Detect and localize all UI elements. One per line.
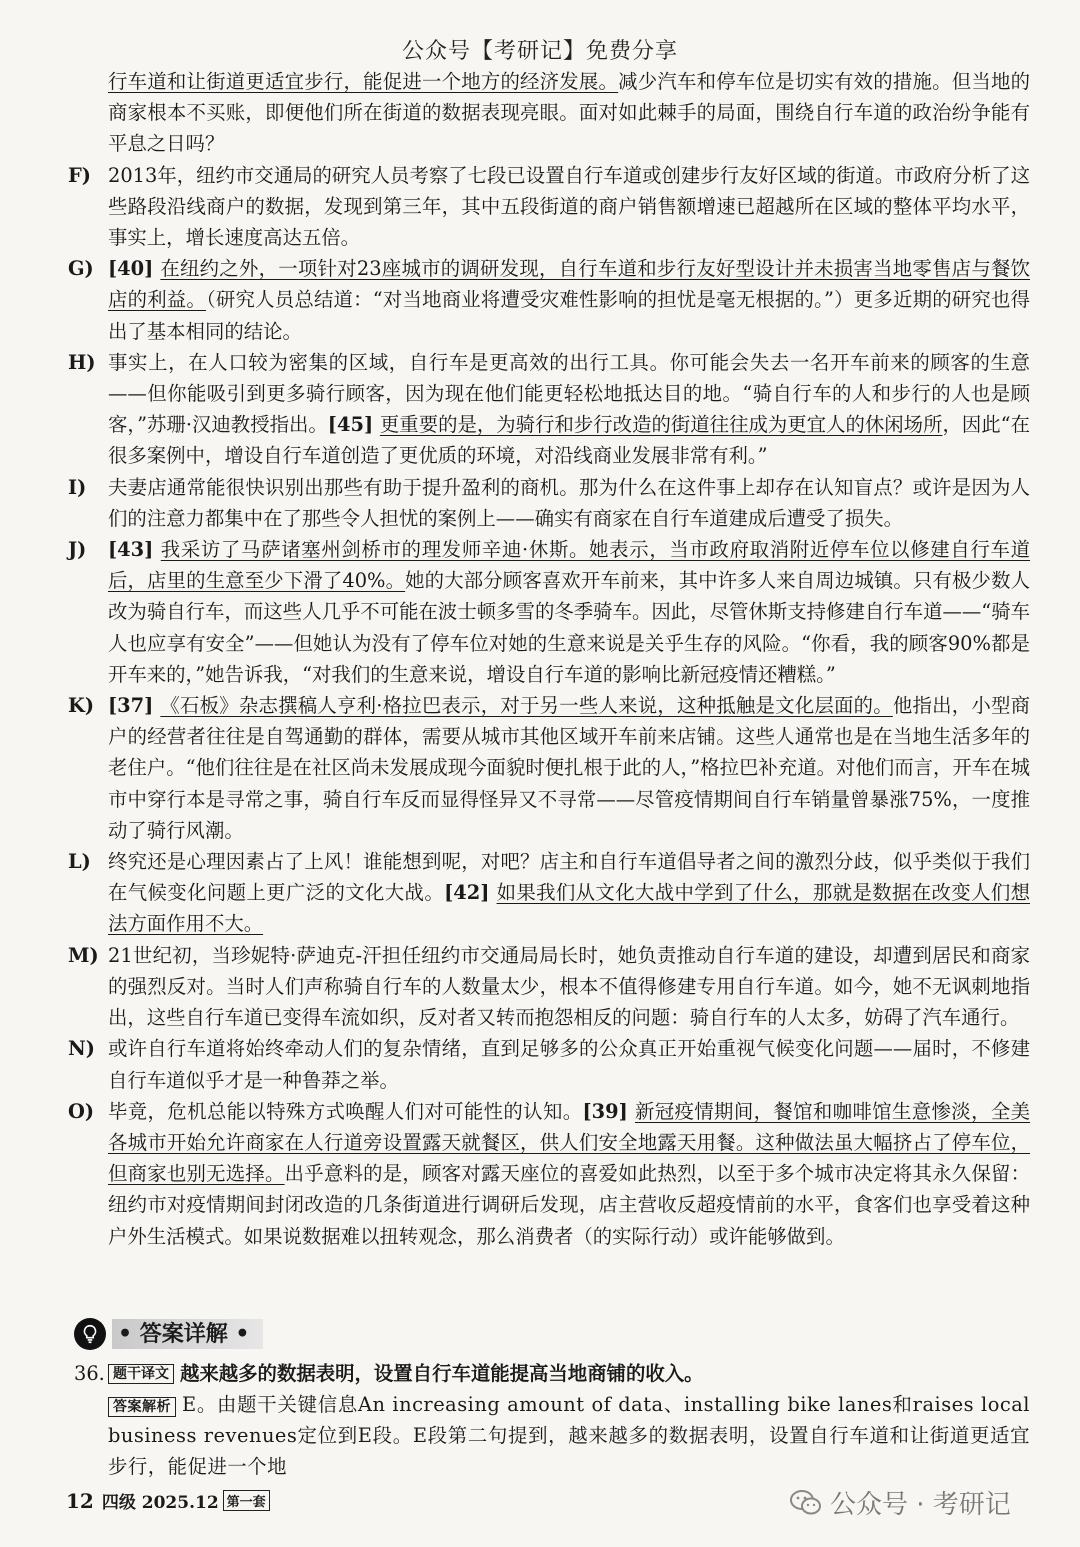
question-translation-tag: 题干译文: [108, 1364, 174, 1384]
underlined-sentence: 如果我们从文化大战中学到了什么，那就是数据在改变人们想法方面作用不大。: [108, 881, 1031, 936]
text-segment: 终究还是心理因素占了上风！谁能想到呢，对吧？店主和自行车道倡导者之间的激烈分歧，似乎类似于我们在气候变化问题上更广泛的文化大战。: [108, 850, 1030, 905]
question-tag: [42]: [444, 881, 497, 905]
paragraph: [68, 690, 1030, 846]
paragraph-text: [68, 66, 1030, 160]
text-segment: 事实上，在人口较为密集的区域，自行车是更高效的出行工具。你可能会失去一名开车前来的顾客的生意——但你能吸引到更多骑行顾客，因为现在他们能更轻松地抵达目的地。“骑自行车的人和步行的人也是顾客，”苏珊·汉迪教授指出。: [108, 350, 1030, 437]
text-segment: 2013年，纽约市交通局的研究人员考察了七段已设置自行车道或创建步行友好区域的街道。市政府分析了这些路段沿线商户的数据，发现到第三年，其中五段街道的商户销售额增速已超越所在区域的整体平均水平，事实上，增长速度高达五倍。: [108, 163, 1030, 250]
answer-explanation: [74, 1389, 1030, 1482]
paragraph-label: N): [68, 1037, 95, 1061]
question-text: 越来越多的数据表明，设置自行车道能提高当地商铺的收入。: [180, 1362, 704, 1385]
question-line: [74, 1358, 1030, 1389]
text-segment: 她的大部分顾客喜欢开车前来，其中许多人来自周边城镇。只有极少数人改为骑自行车，而这些人几乎不可能在波士顿多雪的冬季骑车。因此，尽管休斯支持修建自行车道——“骑车人也应享有安全”——但她认为没有了停车位对她的生意来说是关乎生存的风险。“你看，我的顾客90%都是开车来的，”她告诉我，“对我们的生意来说，增设自行车道的影响比新冠疫情还糟糕。”: [108, 569, 1030, 686]
paragraph-label: K): [68, 694, 95, 718]
question-number: 36.: [74, 1362, 105, 1385]
text-segment: 夫妻店通常能很快识别出那些有助于提升盈利的商机。那为什么在这件事上却存在认知盲点？或许是因为人们的注意力都集中在了那些令人担忧的案例上——确实有商家在自行车道建成后遭受了损失。: [108, 475, 1030, 530]
page-header: 公众号【考研记】免费分享: [401, 39, 678, 64]
question-tag: [37]: [108, 694, 161, 718]
lightbulb-icon: [74, 1318, 106, 1350]
wechat-icon: [790, 1489, 822, 1517]
text-segment: （研究人员总结道：“对当地商业将遭受灾难性影响的担忧是毫无根据的。”）更多近期的研究也得出了基本相同的结论。: [108, 288, 1031, 343]
answer-section-title: [74, 1316, 263, 1352]
page-number: 12: [66, 1488, 94, 1513]
watermark: [790, 1484, 1011, 1521]
underlined-sentence: 我采访了马萨诸塞州剑桥市的理发师辛迪·休斯。她表示，当市政府取消附近停车位以修建自行车道后，店里的生意至少下滑了40%。: [108, 538, 1030, 593]
text-segment: 或许自行车道将始终牵动人们的复杂情绪，直到足够多的公众真正开始重视气候变化问题——届时，不修建自行车道似乎才是一种鲁莽之举。: [108, 1037, 1030, 1092]
text-segment: 毕竟，危机总能以特殊方式唤醒人们对可能性的认知。: [108, 1099, 583, 1123]
question-tag: [45]: [327, 413, 380, 437]
answer-analysis-tag: 答案解析: [108, 1397, 176, 1417]
paragraph-text: [108, 472, 1030, 534]
answer-title-text: • 答案详解 •: [112, 1319, 263, 1349]
paragraph-label: L): [68, 850, 91, 874]
paragraph: [68, 66, 1030, 160]
underlined-sentence: 在纽约之外，一项针对23座城市的调研发现，自行车道和步行友好型设计并未损害当地零售店与餐饮店的利益。: [108, 257, 1031, 312]
paragraph: [68, 1096, 1030, 1252]
paragraph-text: [108, 253, 1030, 347]
paragraph-label: M): [68, 943, 99, 967]
page-footer: [66, 1488, 270, 1513]
paragraph: [68, 472, 1030, 534]
paragraph: [68, 253, 1030, 347]
issue-label: 四级 2025.12: [101, 1493, 219, 1513]
paragraph-text: [108, 846, 1030, 940]
underlined-sentence: 更重要的是，为骑行和步行改造的街道往往成为更宜人的休闲场所: [379, 413, 943, 437]
question-tag: [39]: [582, 1099, 635, 1123]
paragraph-text: [108, 940, 1030, 1034]
paragraph: [68, 347, 1030, 472]
paragraph-text: [108, 1033, 1030, 1095]
text-segment: 他指出，小型商户的经营者往往是自驾通勤的群体，需要从城市其他区域开车前来店铺。这些人通常也是在当地生活多年的老住户。“他们往往是在社区尚未发展成现今面貌时便扎根于此的人，”格拉巴补充道。对他们而言，开车在城市中穿行本是寻常之事，骑自行车反而显得怪异又不寻常——尽管疫情期间自行车销量曾暴涨75%，一度推动了骑行风潮。: [108, 694, 1030, 842]
text-segment: 出乎意料的是，顾客对露天座位的喜爱如此热烈，以至于多个城市决定将其永久保留：纽约市对疫情期间封闭改造的几条街道进行调研后发现，店主营收反超疫情前的水平，食客们也享受着这种户外生活模式。如果说数据难以扭转观念，那么消费者（的实际行动）或许能够做到。: [108, 1162, 1031, 1248]
answer-block: [74, 1358, 1030, 1482]
paragraph-label: G): [68, 257, 94, 281]
question-tag: [43]: [108, 538, 161, 562]
underlined-sentence: 新冠疫情期间，餐馆和咖啡馆生意惨淡，全美各城市开始允许商家在人行道旁设置露天就餐区，供人们安全地露天用餐。这种做法虽大幅挤占了停车位，但商家也别无选择。: [108, 1099, 1031, 1186]
article-body: [68, 66, 1030, 1252]
paragraph: [68, 1033, 1030, 1095]
paragraph: [68, 160, 1030, 254]
paragraph-text: [108, 160, 1030, 254]
text-segment: 21世纪初，当珍妮特·萨迪克-汗担任纽约市交通局局长时，她负责推动自行车道的建设，却遭到居民和商家的强烈反对。当时人们声称骑自行车的人数量太少，根本不值得修建专用自行车道。如今，她不无讽刺地指出，这些自行车道已变得车流如织，反对者又转而抱怨相反的问题：骑自行车的人太多，妨碍了汽车通行。: [108, 943, 1030, 1030]
paragraph: [68, 940, 1030, 1034]
text-segment: 减少汽车和停车位是切实有效的措施。但当地的商家根本不买账，即便他们所在街道的数据表现亮眼。面对如此棘手的局面，围绕自行车道的政治纷争能有平息之日吗？: [108, 70, 1031, 156]
text-segment: ，因此“在很多案例中，增设自行车道创造了更优质的环境，对沿线商业发展非常有利。”: [108, 413, 1030, 468]
paragraph: [68, 534, 1030, 690]
paragraph-label: I): [68, 475, 87, 499]
underlined-sentence: 《石板》杂志撰稿人亨利·格拉巴表示，对于另一些人来说，这种抵触是文化层面的。: [160, 694, 893, 718]
answer-text: E。由题干关键信息An increasing amount of data、installing bike lanes和raises local business revenues定位到E段。E段第二句提到，越来越多的数据表明，设置自行车道和让街道更适宜步行，能促进一个地: [108, 1393, 1030, 1478]
paragraph-text: [108, 690, 1030, 846]
question-tag: [40]: [108, 257, 161, 281]
paragraph-label: J): [68, 538, 87, 562]
paragraph: [68, 846, 1030, 940]
watermark-text: 公众号 · 考研记: [830, 1490, 1011, 1520]
underlined-sentence: 行车道和让街道更适宜步行，能促进一个地方的经济发展。: [108, 70, 619, 93]
paragraph-label: H): [68, 350, 96, 374]
paragraph-text: [108, 534, 1030, 690]
paragraph-label: F): [68, 163, 91, 187]
paragraph-label: O): [68, 1099, 95, 1123]
paragraph-text: [108, 347, 1030, 472]
paragraph-text: [108, 1096, 1030, 1252]
volume-label: 第一套: [223, 1490, 270, 1511]
